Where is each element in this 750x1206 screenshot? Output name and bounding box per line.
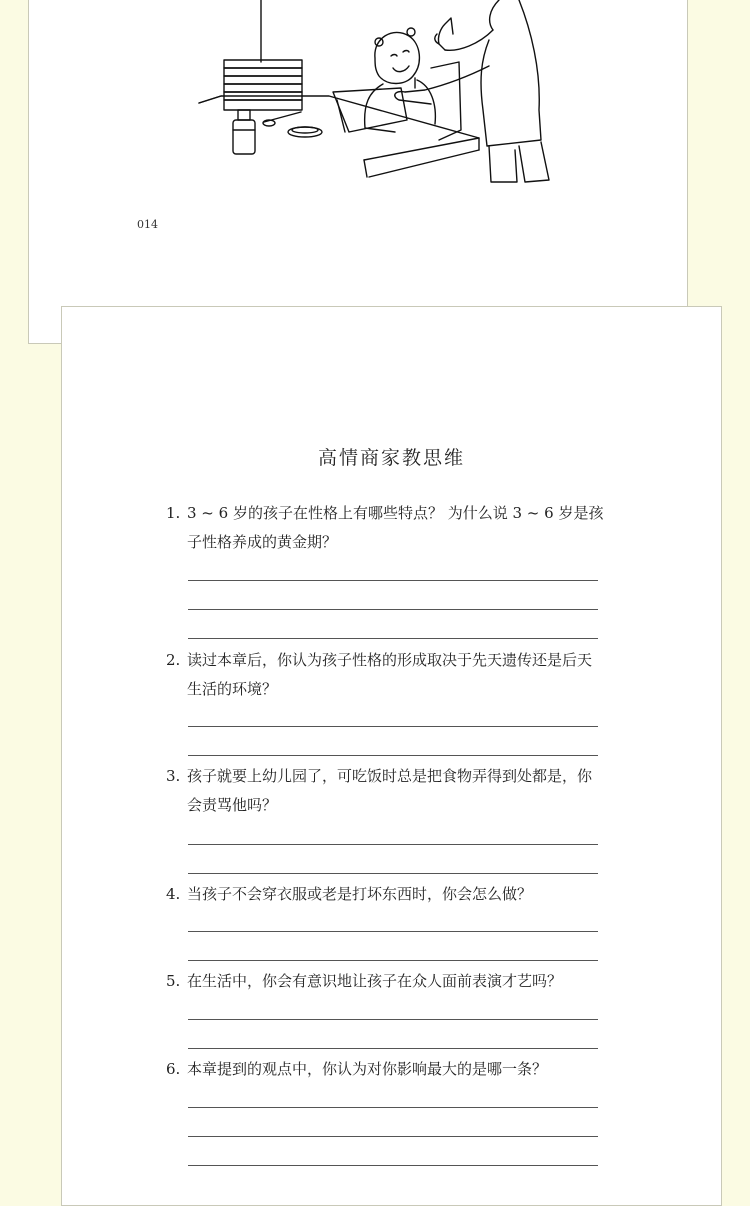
question-text: 本章提到的观点中，你认为对你影响最大的是哪一条？ xyxy=(187,1060,548,1078)
answer-line[interactable] xyxy=(188,873,598,874)
paper-stack xyxy=(224,60,302,110)
question-4 xyxy=(166,880,606,909)
answer-line[interactable] xyxy=(188,1019,598,1020)
question-1 xyxy=(166,499,606,557)
answer-line[interactable] xyxy=(188,726,598,727)
answer-line[interactable] xyxy=(188,1136,598,1137)
answer-line[interactable] xyxy=(188,1165,598,1166)
answer-line[interactable] xyxy=(188,960,598,961)
question-5 xyxy=(166,967,606,996)
question-text: 当孩子不会穿衣服或老是打坏东西时，你会怎么做？ xyxy=(187,885,533,903)
question-number: 3. xyxy=(166,767,181,785)
answer-line[interactable] xyxy=(188,580,598,581)
adult-figure xyxy=(395,0,549,182)
question-3 xyxy=(166,762,606,820)
answer-line[interactable] xyxy=(188,609,598,610)
answer-line[interactable] xyxy=(188,1107,598,1108)
question-6 xyxy=(166,1055,606,1084)
question-2 xyxy=(166,646,606,704)
answer-line[interactable] xyxy=(188,755,598,756)
question-text: 读过本章后，你认为孩子性格的形成取决于先天遗传还是后天生活的环境？ xyxy=(187,651,593,698)
parent-child-illustration xyxy=(169,0,589,190)
question-text: 3 ~ 6 岁的孩子在性格上有哪些特点？ 为什么说 3 ~ 6 岁是孩子性格养成的黄金期？ xyxy=(187,504,604,551)
page-number: 014 xyxy=(137,218,158,231)
answer-line[interactable] xyxy=(188,844,598,845)
question-number: 4. xyxy=(166,885,181,903)
question-number: 1. xyxy=(166,504,181,522)
question-number: 5. xyxy=(166,972,181,990)
question-number: 2. xyxy=(166,651,181,669)
worksheet-title: 高情商家教思维 xyxy=(317,447,465,469)
question-text: 在生活中，你会有意识地让孩子在众人面前表演才艺吗？ xyxy=(187,972,563,990)
worksheet-page xyxy=(61,306,722,1206)
question-number: 6. xyxy=(166,1060,181,1078)
answer-line[interactable] xyxy=(188,638,598,639)
question-text: 孩子就要上幼儿园了，可吃饭时总是把食物弄得到处都是，你会责骂他吗？ xyxy=(187,767,593,814)
answer-line[interactable] xyxy=(188,1048,598,1049)
answer-line[interactable] xyxy=(188,931,598,932)
previous-page xyxy=(28,0,688,344)
